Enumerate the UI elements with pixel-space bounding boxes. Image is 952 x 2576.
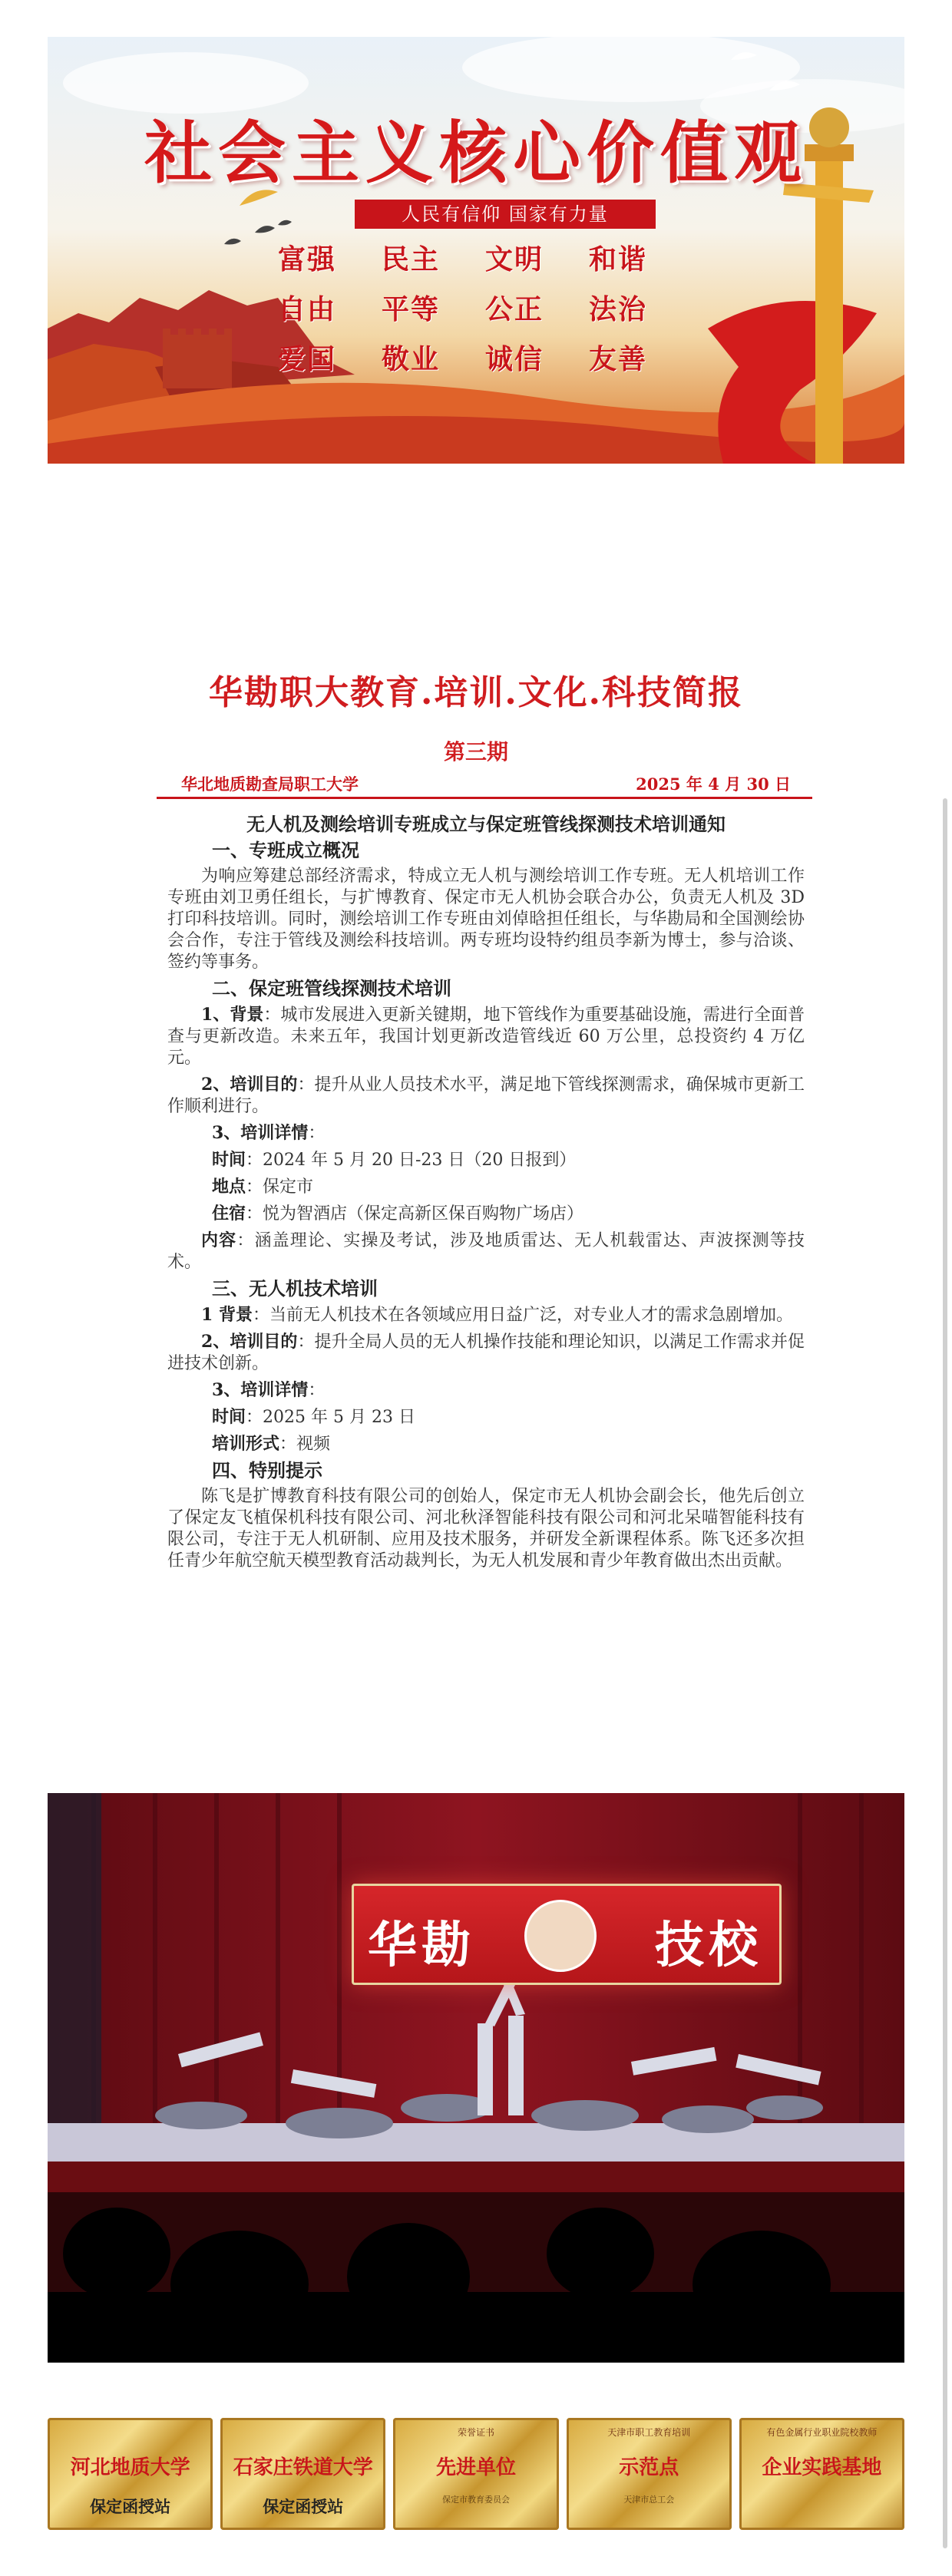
label: 住宿 — [212, 1204, 246, 1224]
header-divider — [157, 797, 812, 799]
label: 3、培训详情 — [212, 1123, 309, 1143]
plaque-header: 有色金属行业职业院校教师 — [766, 2427, 878, 2438]
text: ： — [308, 1381, 326, 1400]
detail-line — [212, 1176, 805, 1198]
newsletter-title: 华勘职大教育.培训.文化.科技简报 — [209, 673, 743, 712]
paragraph: 陈飞是扩博教育科技有限公司的创始人，保定市无人机协会副会长，他先后创立了保定友飞植保机科技有限公司、河北秋泽智能科技有限公司和河北呆喵智能科技有限公司，专注于无人机研制、应用及技术服务，并研发全新课程体系。陈飞还多次担任青少年航空航天模型教育活动裁判长，为无人机发展和青少年教育做出杰出贡献。 — [167, 1487, 805, 1570]
sign-text-right: 技校 — [655, 1917, 762, 1974]
newsletter-meta — [181, 772, 791, 795]
label: 时间 — [212, 1150, 246, 1170]
core-value: 法治 — [589, 294, 648, 325]
detail-line — [167, 1230, 805, 1273]
label: 时间 — [212, 1407, 246, 1427]
core-value: 友善 — [589, 344, 648, 375]
plaque-title: 示范点 — [619, 2456, 679, 2479]
core-value: 文明 — [485, 244, 544, 276]
core-value: 民主 — [382, 244, 441, 276]
plaque-subtitle: 保定函授站 — [90, 2498, 171, 2516]
core-value: 平等 — [382, 294, 441, 325]
plaque-title: 河北地质大学 — [70, 2456, 190, 2479]
detail-line — [212, 1203, 805, 1225]
subheading — [212, 1122, 805, 1144]
core-values-grid — [278, 238, 693, 377]
label: 2、培训目的 — [201, 1075, 298, 1095]
plaque-title: 石家庄铁道大学 — [233, 2456, 373, 2479]
plaque-issuer: 天津市总工会 — [623, 2495, 675, 2505]
text: ：悦为智酒店（保定高新区保百购物广场店） — [246, 1204, 584, 1224]
plaque-header: 天津市职工教育培训 — [607, 2427, 691, 2438]
core-value: 自由 — [278, 294, 337, 325]
plaque-issuer: 保定市教育委员会 — [442, 2495, 510, 2505]
label: 地点 — [212, 1177, 246, 1197]
organization-name: 华北地质勘查局职工大学 — [181, 774, 359, 794]
honor-plaques — [48, 2418, 904, 2530]
label: 3、培训详情 — [212, 1380, 309, 1400]
section-heading: 四、特别提示 — [212, 1459, 322, 1481]
text: ：保定市 — [246, 1177, 314, 1197]
subheading — [212, 1379, 805, 1402]
stage-performance-photo — [48, 1793, 904, 2363]
sign-text-left: 华勘 — [368, 1917, 475, 1974]
plaque — [393, 2418, 558, 2530]
notice-title: 无人机及测绘培训专班成立与保定班管线探测技术培训通知 — [246, 813, 726, 835]
plaque-subtitle: 保定函授站 — [263, 2498, 344, 2516]
page-scrollbar[interactable] — [943, 798, 947, 2548]
text: ：涵盖理论、实操及考试，涉及地质雷达、无人机载雷达、声波探测等技术。 — [167, 1231, 805, 1272]
core-values-banner — [48, 37, 904, 464]
paragraph — [167, 1331, 805, 1375]
section-heading: 三、无人机技术培训 — [212, 1277, 378, 1300]
banner-title: 社会主义核心价值观 — [144, 114, 808, 193]
detail-line — [212, 1406, 805, 1428]
plaque-title: 先进单位 — [436, 2456, 517, 2479]
plaque — [48, 2418, 213, 2530]
paragraph — [167, 1304, 805, 1326]
paragraph — [167, 1004, 805, 1069]
label: 2、培训目的 — [201, 1332, 298, 1352]
text: ：提升从业人员技术水平，满足地下管线探测需求，确保城市更新工作顺利进行。 — [167, 1075, 805, 1116]
section-heading: 一、专班成立概况 — [212, 839, 359, 861]
school-sign — [352, 1884, 782, 1985]
label: 1、背景 — [201, 1005, 264, 1025]
label: 1 背景 — [201, 1305, 253, 1325]
label: 培训形式 — [212, 1434, 280, 1454]
core-value: 和谐 — [589, 244, 648, 276]
plaque-title: 企业实践基地 — [762, 2456, 882, 2479]
text: ： — [308, 1124, 326, 1143]
banner-slogan: 人民有信仰 国家有力量 — [355, 200, 656, 229]
plaque — [567, 2418, 732, 2530]
detail-line — [212, 1433, 805, 1455]
text: ：提升全局人员的无人机操作技能和理论知识，以满足工作需求并促进技术创新。 — [167, 1333, 805, 1373]
core-value: 爱国 — [278, 344, 337, 375]
text: ：城市发展进入更新关键期，地下管线作为重要基础设施，需进行全面普查与更新改造。未来五年，我国计划更新改造管线近 60 万公里，总投资约 4 万亿元。 — [167, 1006, 805, 1068]
section-heading: 二、保定班管线探测技术培训 — [212, 977, 451, 999]
text: ：2024 年 5 月 20 日-23 日（20 日报到） — [246, 1151, 577, 1170]
plaque-header: 荣誉证书 — [458, 2427, 495, 2438]
detail-line — [212, 1149, 805, 1171]
text: ：视频 — [279, 1435, 331, 1454]
plaque — [739, 2418, 904, 2530]
text: ：2025 年 5 月 23 日 — [246, 1408, 415, 1427]
core-value: 敬业 — [382, 344, 441, 375]
paragraph: 为响应筹建总部经济需求，特成立无人机与测绘培训工作专班。无人机培训工作专班由刘卫勇任组长，与扩博教育、保定市无人机协会联合办公，负责无人机及 3D 打印科技培训。同时，测绘培训工作专班由刘倬晗担任组长，与华勘局和全国测绘协会合作，专注于管线及测绘科技培训。两专班均设特约组员李新为博士，参与洽谈、签约等事务。 — [167, 867, 805, 972]
core-value: 诚信 — [485, 344, 544, 375]
label: 内容 — [201, 1230, 237, 1250]
paragraph — [167, 1074, 805, 1118]
publish-date: 2025 年 4 月 30 日 — [636, 774, 791, 794]
plaque — [220, 2418, 385, 2530]
stage-photo-scene — [48, 1793, 904, 2363]
school-logo-icon — [524, 1900, 597, 1972]
notice-body — [167, 814, 805, 1577]
text: ：当前无人机技术在各领域应用日益广泛，对专业人才的需求急剧增加。 — [252, 1306, 793, 1325]
issue-number: 第三期 — [443, 739, 508, 765]
core-value: 富强 — [278, 244, 337, 276]
core-value: 公正 — [485, 294, 544, 325]
